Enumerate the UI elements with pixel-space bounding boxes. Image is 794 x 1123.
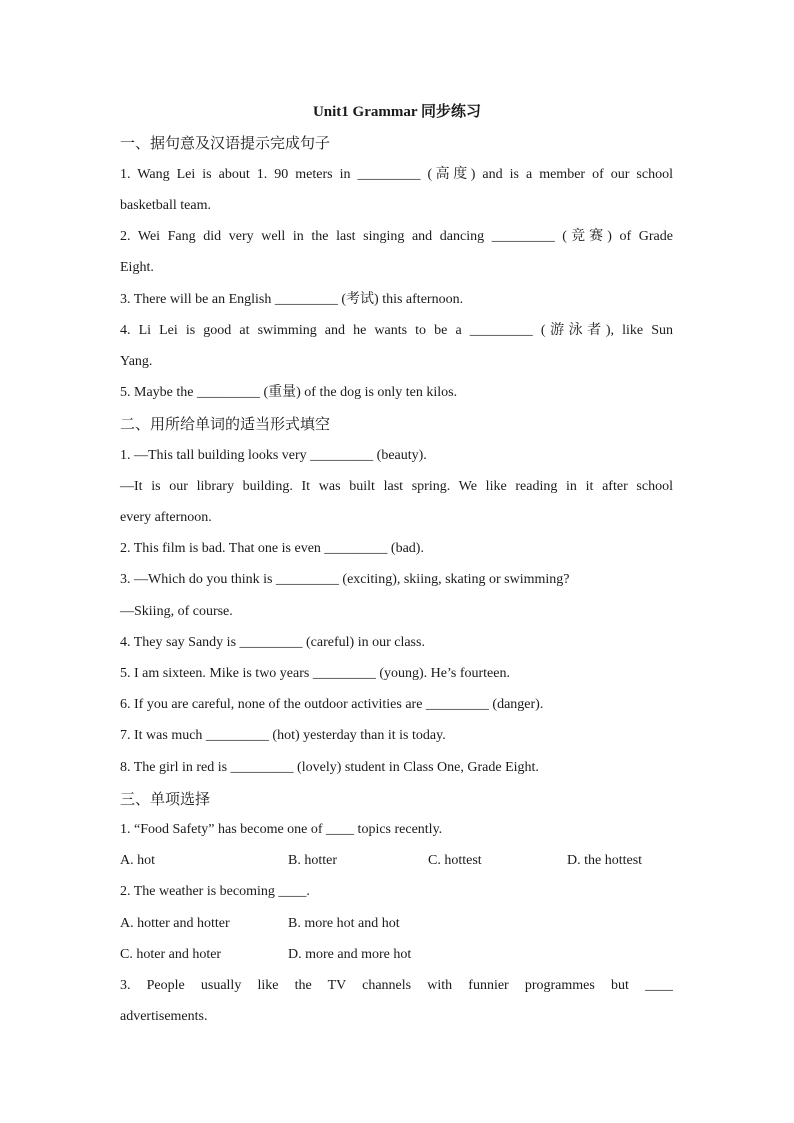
q1-option-c: C. hottest: [428, 853, 482, 868]
q1-stem: 1. “Food Safety” has become one of ____ topics recently.: [120, 822, 443, 837]
s2-line: 5. I am sixteen. Mike is two years _________ (young). He’s fourteen.: [120, 666, 510, 681]
s2-line: —It is our library building. It was built last spring. We like reading in it after school: [120, 479, 673, 494]
s1-line: 3. There will be an English _________ (考试) this afternoon.: [120, 292, 464, 307]
s1-line: Eight.: [120, 260, 154, 275]
q3-stem-cont: advertisements.: [120, 1009, 208, 1024]
s1-line: 2. Wei Fang did very well in the last singing and dancing _________ (竞赛) of Grade: [120, 229, 673, 244]
s2-line: every afternoon.: [120, 510, 212, 525]
s1-line: 5. Maybe the _________ (重量) of the dog is only ten kilos.: [120, 385, 458, 400]
s2-line: 3. —Which do you think is _________ (exciting), skiing, skating or swimming?: [120, 572, 570, 587]
s1-line: basketball team.: [120, 198, 211, 213]
q2-option-c: C. hoter and hoter: [120, 947, 222, 962]
s2-line: 7. It was much _________ (hot) yesterday than it is today.: [120, 728, 446, 743]
s1-line: Yang.: [120, 354, 153, 369]
section2-heading: 二、用所给单词的适当形式填空: [120, 415, 331, 433]
q3-stem: 3. People usually like the TV channels with funnier programmes but ____: [120, 978, 673, 993]
q2-option-d: D. more and more hot: [288, 947, 412, 962]
s2-line: 4. They say Sandy is _________ (careful) in our class.: [120, 635, 425, 650]
s1-line: 1. Wang Lei is about 1. 90 meters in _________ (高度) and is a member of our school: [120, 167, 673, 182]
page-title: Unit1 Grammar 同步练习: [312, 104, 482, 120]
s2-line: —Skiing, of course.: [120, 604, 233, 619]
q1-option-a: A. hot: [120, 853, 155, 868]
section3-heading: 三、单项选择: [120, 790, 211, 808]
s2-line: 8. The girl in red is _________ (lovely) student in Class One, Grade Eight.: [120, 760, 539, 775]
q2-option-a: A. hotter and hotter: [120, 916, 230, 931]
q1-option-d: D. the hottest: [567, 853, 643, 868]
s2-line: 2. This film is bad. That one is even _________ (bad).: [120, 541, 424, 556]
q2-option-b: B. more hot and hot: [288, 916, 400, 931]
s2-line: 1. —This tall building looks very _________ (beauty).: [120, 448, 427, 463]
s2-line: 6. If you are careful, none of the outdoor activities are _________ (danger).: [120, 697, 544, 712]
q1-option-b: B. hotter: [288, 853, 337, 868]
q2-stem: 2. The weather is becoming ____.: [120, 884, 310, 899]
s1-line: 4. Li Lei is good at swimming and he wants to be a _________ (游泳者), like Sun: [120, 323, 673, 338]
section1-heading: 一、据句意及汉语提示完成句子: [120, 134, 331, 152]
